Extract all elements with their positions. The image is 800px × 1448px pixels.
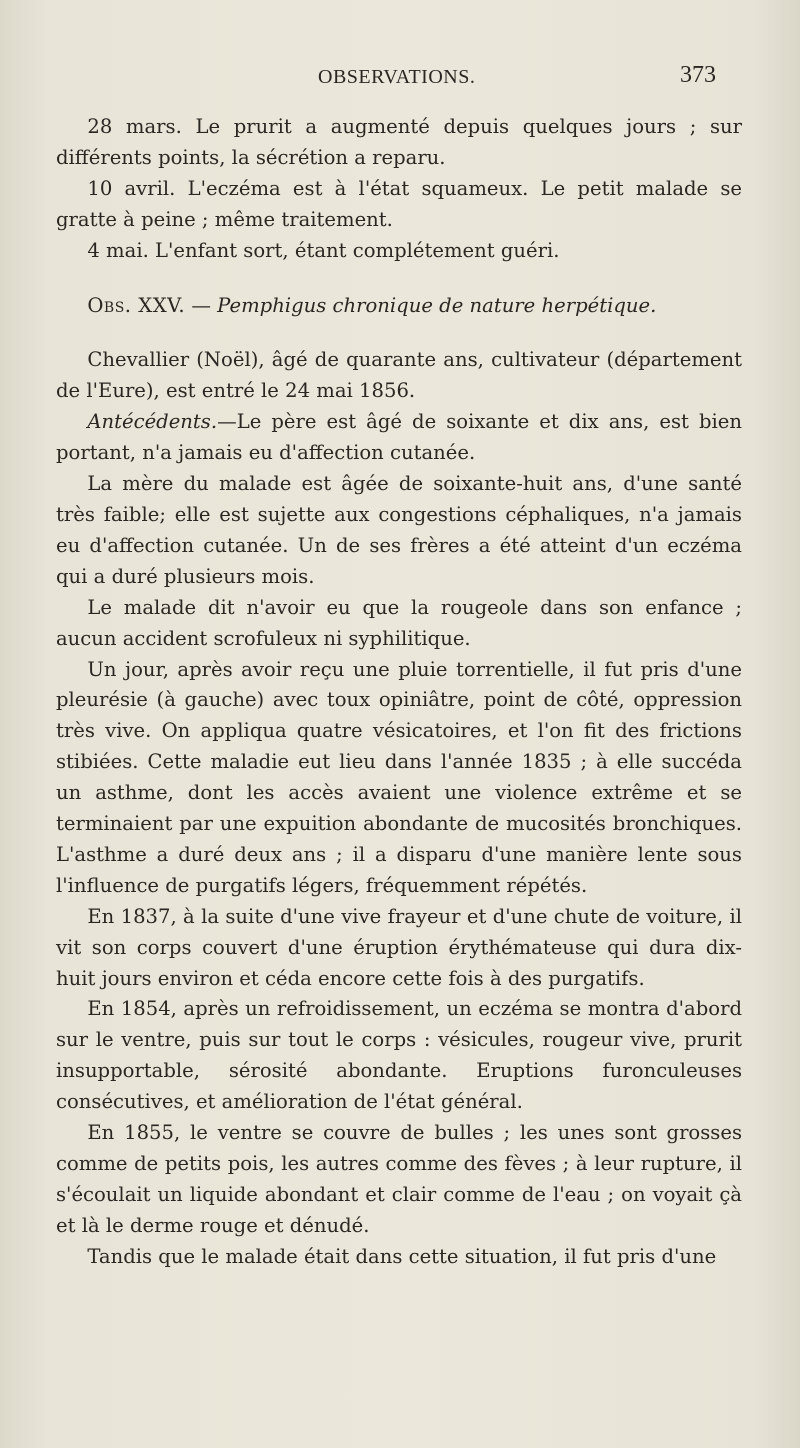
paragraph-1855: En 1855, le ventre se couvre de bulles ; les unes sont grosses comme de petits pois, les autres comme des fèves ; à leur rupture, il s'écoulait un liquide abondant et clair comme de l'eau ; on voyait çà et là le derme rouge et dénudé. — [56, 1121, 742, 1237]
page-header — [0, 62, 800, 92]
paragraph-intro: Chevallier (Noël), âgé de quarante ans, cultivateur (département de l'Eure), est entré le 24 mai 1856. — [56, 348, 742, 403]
running-head: OBSERVATIONS. — [318, 66, 476, 88]
paragraph-1854: En 1854, après un refroidissement, un eczéma se montra d'abord sur le ventre, puis sur tout le corps : vésicules, rougeur vive, prurit insupportable, sérosité abondante. Eruptions furonculeuses consécutives, et amélioration de l'état général. — [56, 997, 742, 1114]
paragraph-pleuresie: Un jour, après avoir reçu une pluie torrentielle, il fut pris d'une pleurésie (à gauche) avec toux opiniâtre, point de côté, oppression très vive. On appliqua quatre vésicatoires, et l'on fit des frictions stibiées. Cette maladie eut lieu dans l'année 1835 ; à elle succéda un asthme, dont les accès avaient une violence extrême et se terminaient par une expuition abondante de mucosités bronchiques. L'asthme a duré deux ans ; il a disparu d'une manière lente sous l'influence de purgatifs légers, fréquemment répétés. — [56, 657, 742, 897]
observation-subtitle: Pemphigus chronique de nature herpétique. — [217, 293, 657, 317]
body-text — [56, 112, 742, 1273]
observation-dash: — — [185, 293, 218, 317]
antecedents-text: —Le père est âgé de soixante et dix ans, est bien portant, n'a jamais eu d'affection cutanée. — [56, 410, 742, 465]
paragraph-antecedents — [56, 407, 742, 469]
paragraph-mere: La mère du malade est âgée de soixante-huit ans, d'une santé très faible; elle est sujette aux congestions céphaliques, n'a jamais eu d'affection cutanée. Un de ses frères a été atteint d'un eczéma qui a duré plusieurs mois. — [56, 472, 742, 588]
paragraph-10-avril: 10 avril. L'eczéma est à l'état squameux. Le petit malade se gratte à peine ; même traitement. — [56, 176, 742, 231]
paragraph-4-mai: 4 mai. L'enfant sort, étant complétement guéri. — [87, 238, 560, 262]
paragraph-tandis: Tandis que le malade était dans cette situation, il fut pris d'une — [87, 1244, 717, 1268]
paragraph-1837: En 1837, à la suite d'une vive frayeur et d'une chute de voiture, il vit son corps couvert d'une éruption érythémateuse qui dura dix-huit jours environ et céda encore cette fois à des purgatifs. — [56, 904, 742, 990]
paragraph-28-mars: 28 mars. Le prurit a augmenté depuis quelques jours ; sur différents points, la sécrétion a reparu. — [56, 115, 742, 169]
antecedents-label: Antécédents. — [87, 410, 218, 434]
observation-label: Obs. XXV. — [87, 293, 186, 317]
paragraph-rougeole: Le malade dit n'avoir eu que la rougeole dans son enfance ; aucun accident scrofuleux ni syphilitique. — [56, 595, 742, 650]
page-number: 373 — [680, 62, 716, 88]
observation-heading — [56, 291, 742, 322]
